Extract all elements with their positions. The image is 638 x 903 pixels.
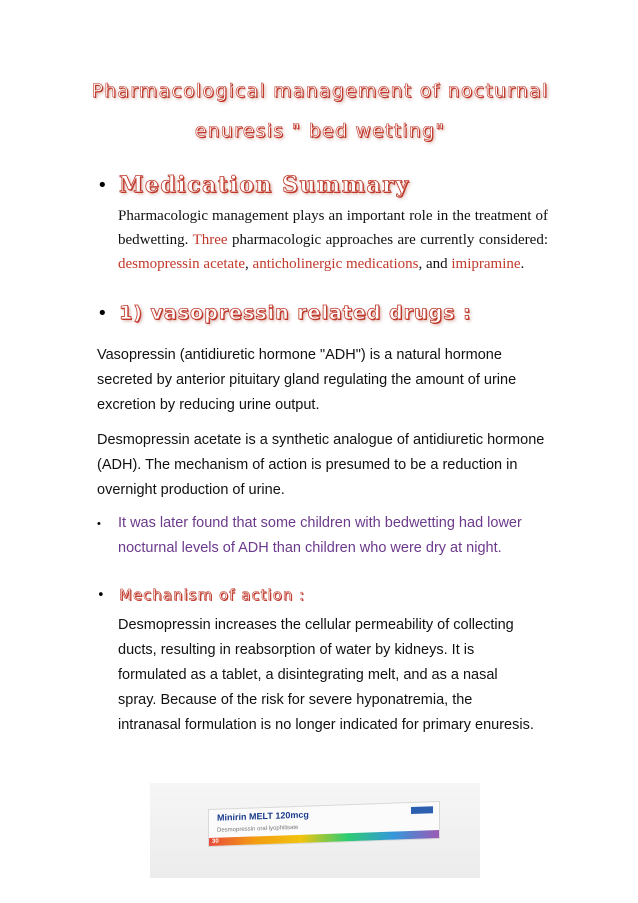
manufacturer-logo <box>411 806 433 814</box>
bullet-icon: • <box>97 174 108 196</box>
summary-highlight-anticholinergic: anticholinergic medications <box>252 256 419 272</box>
medication-summary-paragraph <box>118 204 548 276</box>
summary-text-3: , <box>245 256 253 272</box>
bullet-icon: • <box>97 518 101 530</box>
adh-finding-text: It was later found that some children with bedwetting had lower nocturnal levels of ADH than children who were dry at night. <box>118 515 522 556</box>
vasopressin-paragraph: Vasopressin (antidiuretic hormone "ADH") is a natural hormone secreted by anterior pituitary gland regulating the amount of urine excretion by reducing urine output. <box>97 347 517 413</box>
summary-text-4: , and <box>418 256 452 272</box>
document-title-line-1: Pharmacological management of nocturnal <box>91 80 549 102</box>
product-brand-label: Minirin MELT 120mcg <box>217 809 309 823</box>
summary-highlight-desmopressin: desmopressin acetate <box>118 256 246 272</box>
summary-text-2: pharmacologic approaches are currently considered: <box>227 232 548 248</box>
desmopressin-paragraph: Desmopressin acetate is a synthetic analogue of antidiuretic hormone (ADH). The mechanism of action is presumed to be a reduction in overnight production of urine. <box>97 432 545 498</box>
summary-highlight-imipramine: imipramine <box>451 256 521 272</box>
vasopressin-drugs-heading <box>97 302 472 324</box>
mechanism-heading <box>97 586 305 604</box>
vasopressin-drugs-heading-text: 1) vasopressin related drugs : <box>119 302 472 324</box>
summary-highlight-three: Three <box>192 232 228 248</box>
summary-text-1: Pharmacologic management plays an important role in the treatment of bedwetting. <box>118 208 548 248</box>
bullet-icon: • <box>97 302 108 324</box>
summary-text-5: . <box>520 256 525 272</box>
product-box-image <box>150 783 480 878</box>
adh-finding-list-item <box>97 511 547 561</box>
medication-summary-heading-text: Medication Summary <box>119 172 410 198</box>
medication-box <box>208 801 440 847</box>
product-subtitle-label: Desmopressin oral lyophilisate <box>217 824 299 834</box>
product-count-label: 30 <box>212 838 219 845</box>
mechanism-heading-text: Mechanism of action : <box>119 586 306 604</box>
medication-summary-heading <box>97 172 410 198</box>
document-title-line-2: enuresis " bed wetting" <box>194 120 446 142</box>
bullet-icon: • <box>97 587 105 603</box>
mechanism-paragraph: Desmopressin increases the cellular permeability of collecting ducts, resulting in reabsorption of water by kidneys. It is formulated as a tablet, a disintegrating melt, and as a nasal spray. Because of the risk for severe hyponatremia, the intranasal formulation is no longer indicated for primary enuresis. <box>118 617 534 733</box>
